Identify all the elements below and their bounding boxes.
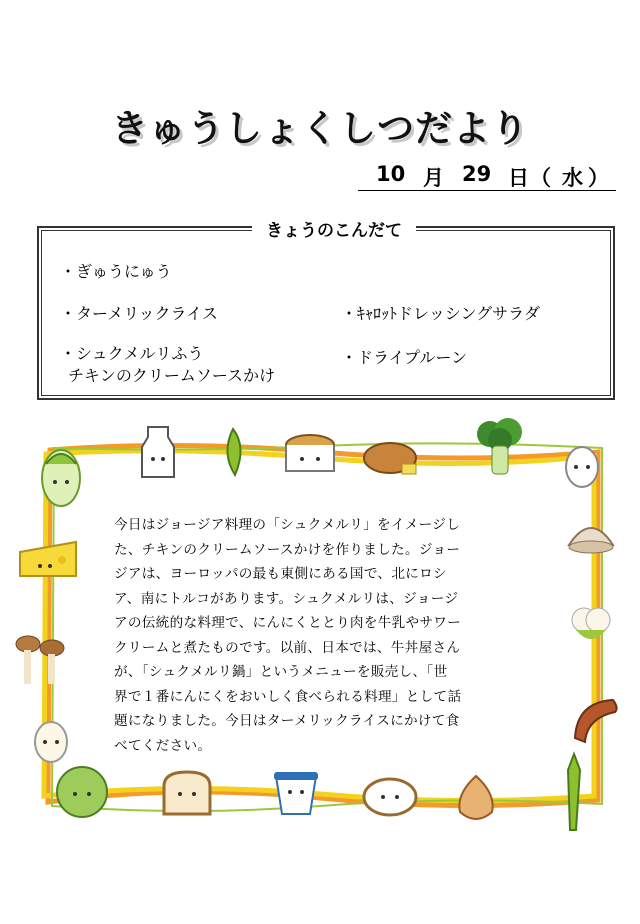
asparagus-illustration xyxy=(556,750,592,834)
date-open-paren: （ xyxy=(530,166,551,190)
article-line: べてください。 xyxy=(114,737,212,754)
article-line: 題になりました。今日はターメリックライスにかけて食 xyxy=(114,713,460,729)
rice-bowl-illustration xyxy=(361,775,419,821)
article-line: アの伝統的な料理で、にんにくととり肉を牛乳やサワー xyxy=(114,615,462,631)
article-line: ア、南にトルコがあります。シュクメルリは、ジョージ xyxy=(114,590,459,607)
article-text xyxy=(114,513,522,758)
cabbage-illustration xyxy=(52,764,112,820)
okra-illustration xyxy=(215,427,251,479)
menu-item-continued: チキンのクリームソースかけ xyxy=(68,366,276,385)
chinese-cabbage-illustration xyxy=(36,444,86,508)
milk-bottle-illustration xyxy=(138,423,178,481)
menu-item: ・シュクメルリふう xyxy=(60,344,204,363)
menu-heading: きょうのこんだて xyxy=(252,216,416,241)
date-close-paren: ） xyxy=(588,166,609,190)
date-month-unit: 月 xyxy=(423,166,444,190)
bread-roll-illustration xyxy=(362,438,420,478)
date-month: 10 xyxy=(376,162,406,186)
natto-illustration xyxy=(282,431,338,479)
yogurt-illustration xyxy=(270,766,322,818)
cheese-illustration xyxy=(16,538,82,582)
newsletter-title: きゅうしょくしつだより xyxy=(111,107,529,150)
menu-item: ・ｷｬﾛｯﾄドレッシングサラダ xyxy=(341,304,540,323)
boiled-egg-illustration xyxy=(30,718,72,766)
toast-illustration xyxy=(158,768,216,820)
menu-item: ・ターメリックライス xyxy=(60,304,218,323)
article-line: ジアは、ヨーロッパの最も東側にある国で、北にロシ xyxy=(114,566,447,582)
egg-illustration xyxy=(562,443,602,491)
mushrooms-illustration xyxy=(10,632,72,690)
article-line: 今日はジョージア料理の「シュクメルリ」をイメージし xyxy=(114,517,460,533)
menu-item: ・ドライプルーン xyxy=(341,348,468,367)
article-line: が、「シュクメルリ鍋」というメニューを販売し、「世 xyxy=(114,664,448,680)
sausage-illustration xyxy=(567,694,623,746)
article-line: た、チキンのクリームソースかけを作りました。ジョー xyxy=(114,541,461,558)
date-day-unit: 日 xyxy=(508,166,529,190)
broccoli-illustration xyxy=(474,416,526,478)
onion-illustration xyxy=(452,772,500,826)
clam-illustration xyxy=(565,515,617,555)
date-weekday: 水 xyxy=(562,166,583,190)
article-line: 界で１番にんにくをおいしく食べられる料理」として話 xyxy=(114,688,462,705)
date-day: 29 xyxy=(462,162,492,186)
cauliflower-illustration xyxy=(566,600,616,650)
menu-item: ・ぎゅうにゅう xyxy=(60,262,172,281)
article-line: クリームと煮たものです。以前、日本では、牛丼屋さん xyxy=(114,639,461,656)
